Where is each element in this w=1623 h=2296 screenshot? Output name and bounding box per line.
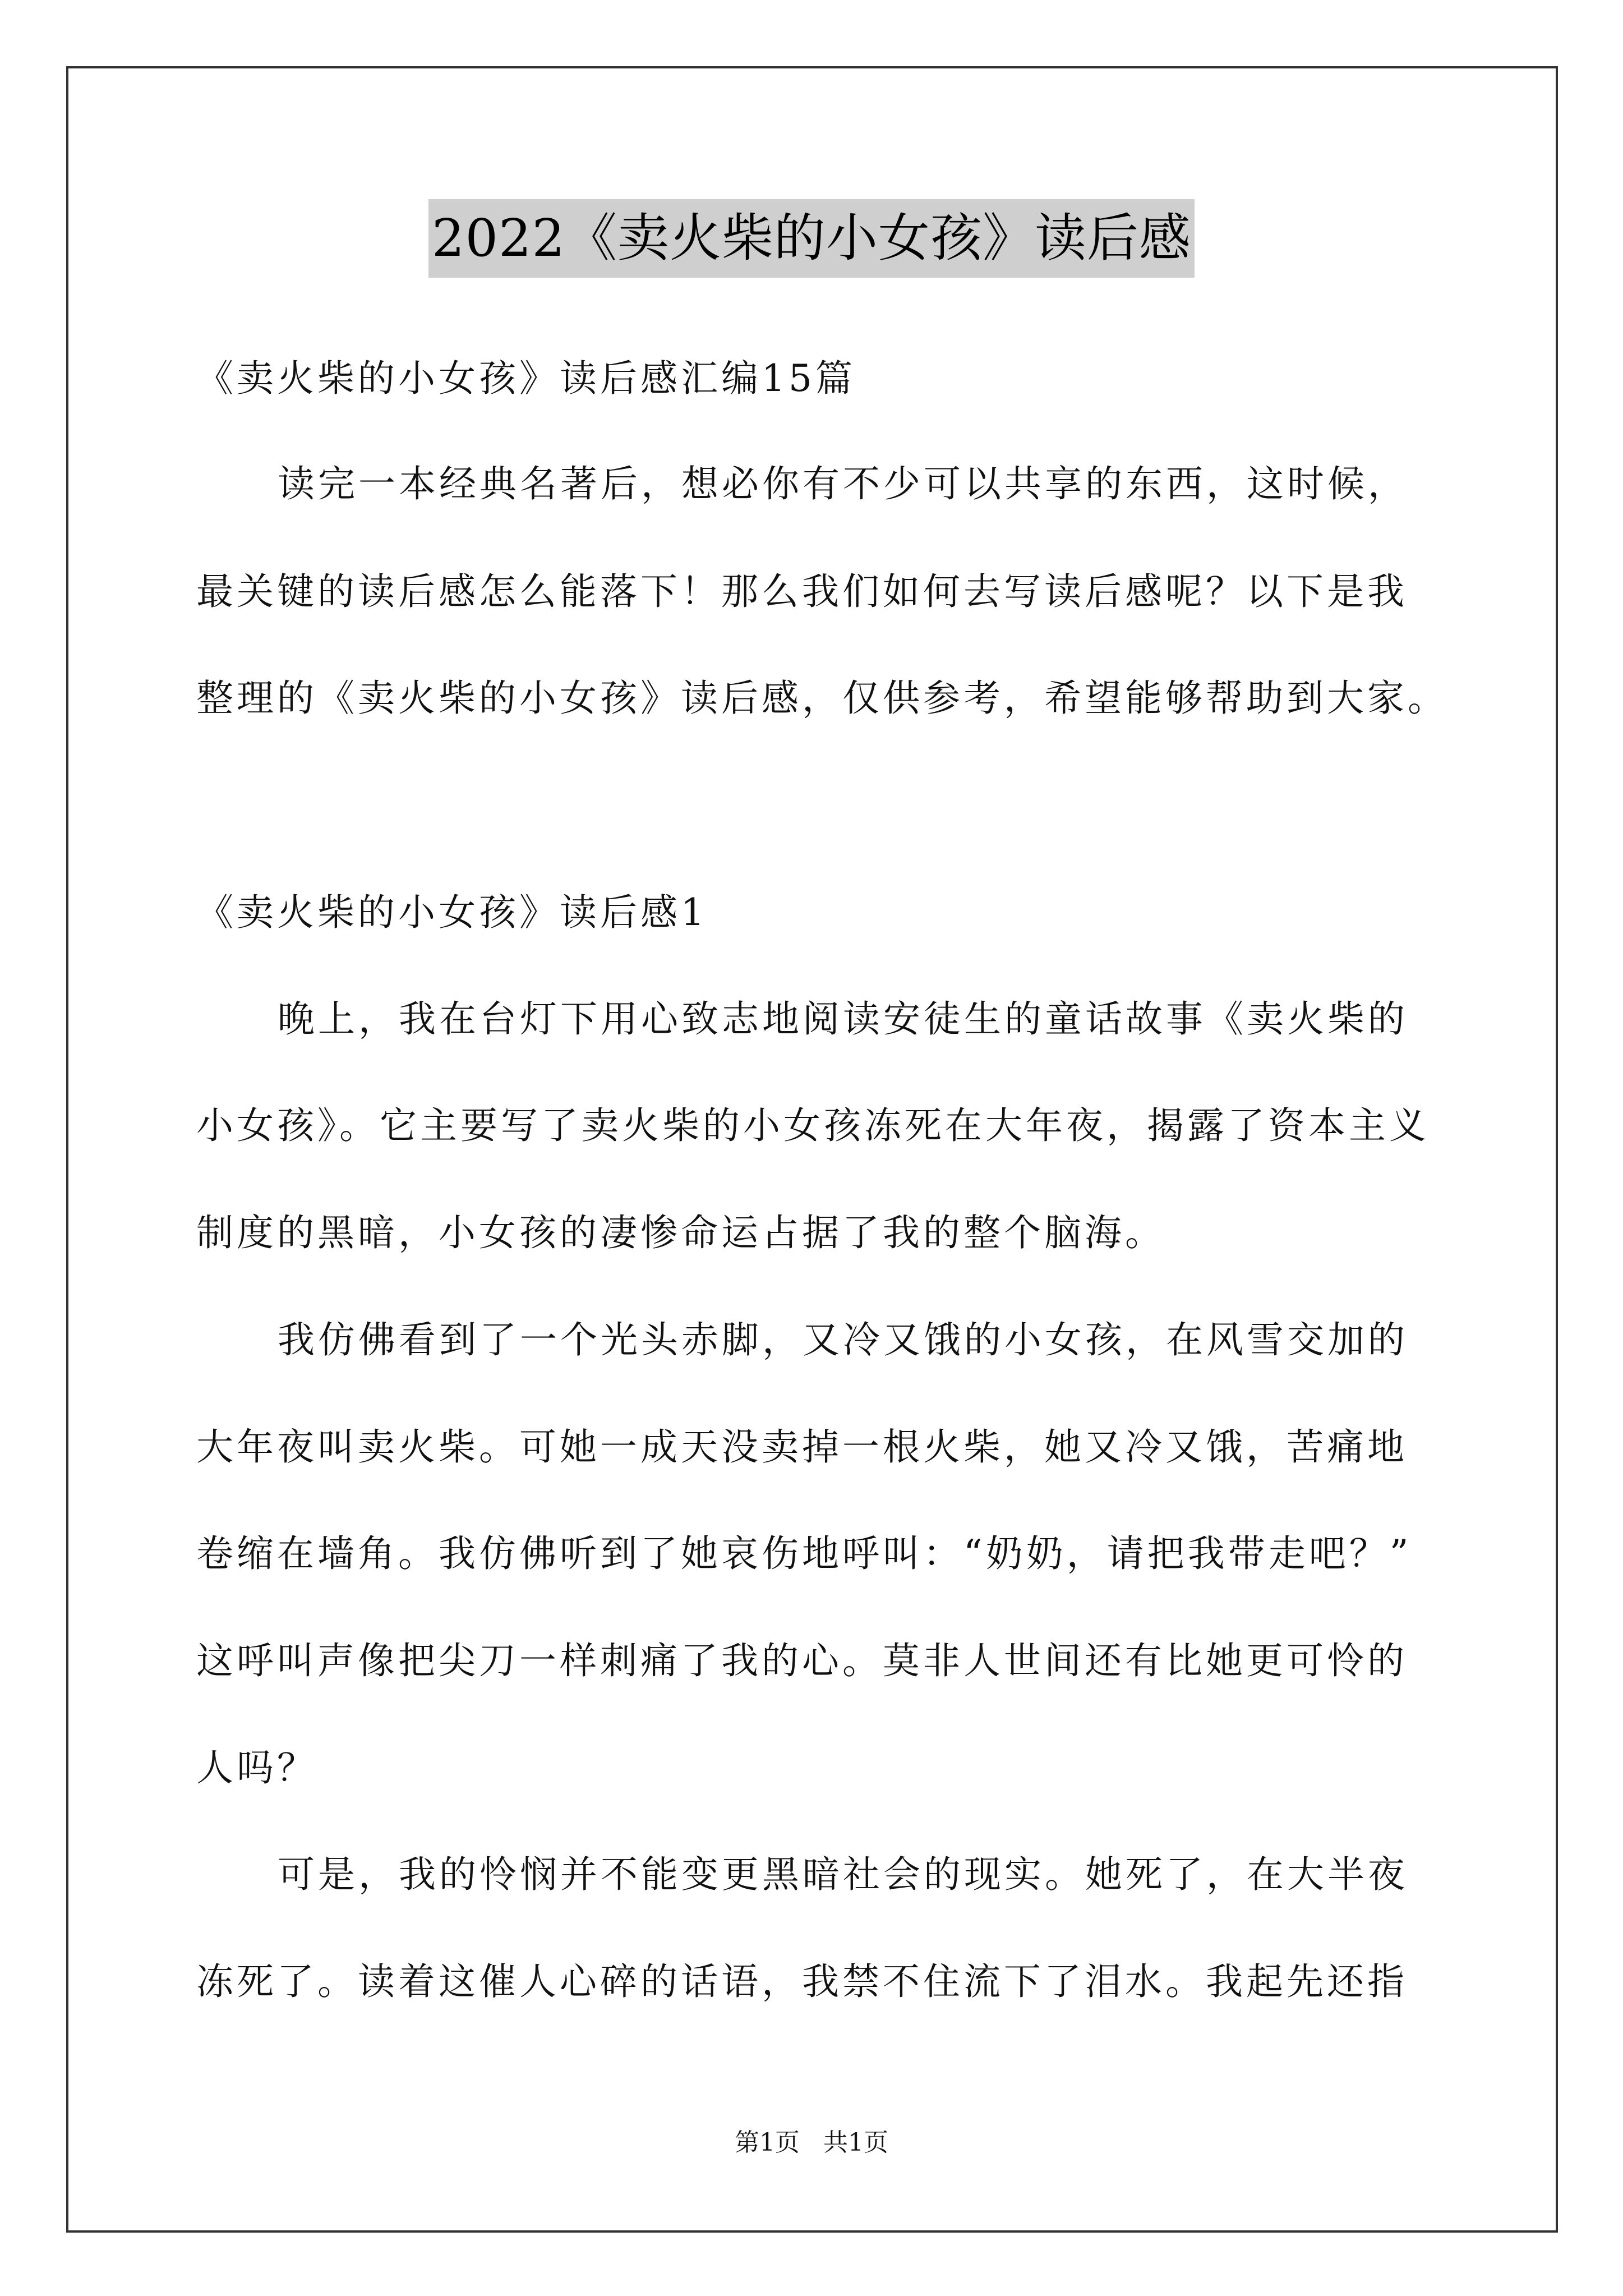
paragraph-line: 小女孩》。它主要写了卖火柴的小女孩冻死在大年夜，揭露了资本主义 (196, 1104, 1430, 1147)
section-heading: 《卖火柴的小女孩》读后感1 (196, 891, 708, 934)
page-footer: 第1页 共1页 (735, 2128, 888, 2157)
title-container (0, 199, 1623, 278)
paragraph-line: 读完一本经典名著后，想必你有不少可以共享的东西，这时候， (278, 462, 1408, 505)
paragraph-line: 我仿佛看到了一个光头赤脚，又冷又饿的小女孩，在风雪交加的 (278, 1318, 1408, 1361)
paragraph-line: 这呼叫声像把尖刀一样刺痛了我的心。莫非人世间还有比她更可怜的 (196, 1639, 1408, 1682)
paragraph-line: 人吗？ (196, 1746, 317, 1789)
document-title: 2022《卖火柴的小女孩》读后感 (428, 199, 1195, 278)
paragraph-line: 晚上，我在台灯下用心致志地阅读安徒生的童话故事《卖火柴的 (278, 997, 1408, 1041)
paragraph-line: 整理的《卖火柴的小女孩》读后感，仅供参考，希望能够帮助到大家。 (196, 677, 1448, 720)
paragraph-line: 冻死了。读着这催人心碎的话语，我禁不住流下了泪水。我起先还指 (196, 1960, 1408, 2003)
paragraph-line: 最关键的读后感怎么能落下！那么我们如何去写读后感呢？以下是我 (196, 570, 1408, 613)
paragraph-line: 可是，我的怜悯并不能变更黑暗社会的现实。她死了，在大半夜 (278, 1853, 1408, 1896)
document-subtitle: 《卖火柴的小女孩》读后感汇编15篇 (196, 357, 856, 400)
paragraph-line: 制度的黑暗，小女孩的凄惨命运占据了我的整个脑海。 (196, 1211, 1165, 1254)
paragraph-line: 卷缩在墙角。我仿佛听到了她哀伤地呼叫：“奶奶，请把我带走吧？” (196, 1532, 1412, 1575)
paragraph-line: 大年夜叫卖火柴。可她一成天没卖掉一根火柴，她又冷又饿，苦痛地 (196, 1425, 1408, 1469)
